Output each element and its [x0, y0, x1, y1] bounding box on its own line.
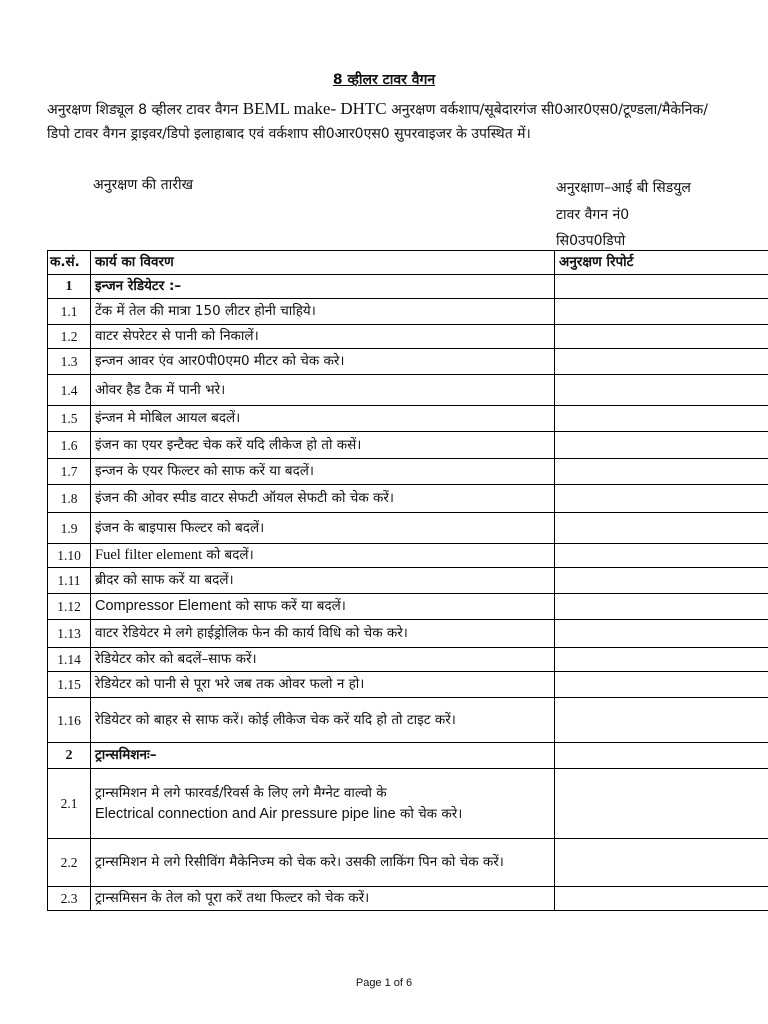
row-number: 2.3 — [48, 887, 91, 911]
report-cell — [555, 375, 768, 406]
row-description — [91, 544, 555, 568]
report-cell — [555, 568, 768, 594]
report-cell — [555, 698, 768, 743]
row-number: 1.15 — [48, 672, 91, 698]
table-row — [48, 513, 768, 544]
report-cell — [555, 485, 768, 513]
row-number: 1.2 — [48, 325, 91, 349]
table-row — [48, 839, 768, 887]
depot-label: सि0उप0डिपो — [556, 233, 626, 249]
description-text: इंजन के बाइपास फिल्टर को बदलें। — [95, 519, 265, 536]
description-text: इंन्जन मे मोबिल आयल बदलें। — [95, 410, 241, 426]
row-description — [91, 299, 555, 325]
row-description — [91, 568, 555, 594]
row-description — [91, 698, 555, 743]
row-number: 1.6 — [48, 432, 91, 459]
maintenance-table — [47, 250, 768, 911]
intro-text-2: अनुरक्षण वर्कशाप/सूबेदारगंज सी0आर0एस0/टूण्डला/मैकेनिक/डिपो टावर वैगन ड्राइवर/डिपो इलाहाबाद एवं वर्कशाप सी0आर0एस0 सुपरवाइजर के उपस्थित में। — [47, 102, 708, 142]
table-row — [48, 406, 768, 432]
description-text: ओवर हैड टैक में पानी भरे। — [95, 381, 226, 398]
intro-paragraph — [47, 97, 727, 146]
intro-text-1: अनुरक्षण शिड्यूल 8 व्हीलर टावर वैगन — [47, 102, 243, 118]
row-description — [91, 887, 555, 911]
description-text: ट्रान्समिशन मे लगे फारवर्ड/रिवर्स के लिए लगे मैग्नेट वाल्वो के — [95, 784, 387, 801]
report-cell — [555, 513, 768, 544]
row-number: 1.16 — [48, 698, 91, 743]
row-number: 1.10 — [48, 544, 91, 568]
header-serial: क.सं. — [48, 251, 91, 275]
row-description — [91, 406, 555, 432]
description-text-end: को चेक करे। — [395, 805, 463, 822]
description-text: इन्जन रेडियेटर :– — [95, 278, 182, 294]
report-cell — [555, 299, 768, 325]
section-row — [48, 743, 768, 769]
row-number: 1.1 — [48, 299, 91, 325]
row-description — [91, 839, 555, 887]
row-number: 1.9 — [48, 513, 91, 544]
row-number: 1.12 — [48, 594, 91, 620]
row-description — [91, 769, 555, 839]
row-description — [91, 459, 555, 485]
row-number: 1.8 — [48, 485, 91, 513]
description-text: रेडियेटर कोर को बदलें–साफ करें। — [95, 651, 257, 667]
report-cell — [555, 620, 768, 648]
row-number: 2.2 — [48, 839, 91, 887]
row-description — [91, 513, 555, 544]
table-row — [48, 349, 768, 375]
report-cell — [555, 459, 768, 485]
description-english: Compressor Element — [95, 598, 232, 614]
row-number: 1.4 — [48, 375, 91, 406]
description-text: वाटर सेपरेटर से पानी को निकालें। — [95, 328, 259, 344]
row-number: 1.5 — [48, 406, 91, 432]
description-text: ब्रीदर को साफ करें या बदलें। — [95, 572, 234, 588]
row-number: 2.1 — [48, 769, 91, 839]
table-row — [48, 375, 768, 406]
report-cell — [555, 769, 768, 839]
description-text: ट्रान्समिशन मे लगे रिसीविंग मैकेनिज्म को चेक करे। उसकी लाकिंग पिन को चेक करें। — [95, 854, 504, 870]
report-cell — [555, 743, 768, 769]
table-row — [48, 459, 768, 485]
row-description — [91, 620, 555, 648]
report-cell — [555, 325, 768, 349]
page-number: Page 1 of 6 — [355, 977, 413, 989]
row-number: 1.11 — [48, 568, 91, 594]
document-title: 8 व्हीलर टावर वैगन — [332, 72, 436, 88]
row-number: 1.3 — [48, 349, 91, 375]
row-number: 2 — [48, 743, 91, 769]
description-text: को बदलें। — [202, 547, 254, 563]
description-text: को साफ करें या बदलें। — [231, 598, 346, 614]
table-row — [48, 325, 768, 349]
row-description — [91, 743, 555, 769]
maintenance-date-label: अनुरक्षण की तारीख — [93, 177, 194, 193]
table-row — [48, 299, 768, 325]
row-number: 1.14 — [48, 648, 91, 672]
section-row — [48, 275, 768, 299]
header-description: कार्य का विवरण — [91, 251, 555, 275]
table-row — [48, 485, 768, 513]
table-row — [48, 568, 768, 594]
report-cell — [555, 275, 768, 299]
schedule-info — [556, 175, 691, 255]
report-cell — [555, 594, 768, 620]
header-report: अनुरक्षण रिपोर्ट — [555, 251, 768, 275]
table-row — [48, 698, 768, 743]
row-description — [91, 275, 555, 299]
table-row — [48, 594, 768, 620]
row-description — [91, 485, 555, 513]
schedule-name: अनुरक्षाण–आई बी सिडयुल — [556, 180, 691, 196]
table-row — [48, 672, 768, 698]
description-text: ट्रान्समिसन के तेल को पूरा करें तथा फिल्टर को चेक करें। — [95, 890, 370, 906]
table-row — [48, 648, 768, 672]
row-description — [91, 432, 555, 459]
description-english: Electrical connection and Air pressure pipe line — [95, 805, 396, 822]
row-number: 1.13 — [48, 620, 91, 648]
report-cell — [555, 887, 768, 911]
table-row — [48, 769, 768, 839]
description-text: इंजन की ओवर स्पीड वाटर सेफटी ऑयल सेफटी को चेक करें। — [95, 490, 394, 506]
description-text: टेंक में तेल की मात्रा 150 लीटर होनी चाहिये। — [95, 303, 316, 319]
row-number: 1.7 — [48, 459, 91, 485]
row-description — [91, 648, 555, 672]
table-header-row — [48, 251, 768, 275]
report-cell — [555, 648, 768, 672]
description-text: वाटर रेडियेटर मे लगे हाईड्रोलिक फेन की कार्य विधि को चेक करे। — [95, 625, 408, 641]
description-text: ट्रान्समिशनः– — [95, 747, 157, 763]
table-row — [48, 620, 768, 648]
table-row — [48, 432, 768, 459]
report-cell — [555, 839, 768, 887]
row-description — [91, 349, 555, 375]
row-description — [91, 325, 555, 349]
report-cell — [555, 672, 768, 698]
intro-make: BEML make- DHTC — [242, 99, 387, 118]
table-row — [48, 887, 768, 911]
row-description — [91, 594, 555, 620]
row-description — [91, 375, 555, 406]
report-cell — [555, 432, 768, 459]
wagon-number-label: टावर वैगन नं0 — [556, 206, 630, 223]
description-english: Fuel filter element — [95, 547, 203, 563]
row-number: 1 — [48, 275, 91, 299]
description-text: इन्जन के एयर फिल्टर को साफ करें या बदलें। — [95, 463, 315, 479]
row-description — [91, 672, 555, 698]
report-cell — [555, 544, 768, 568]
table-row — [48, 544, 768, 568]
description-text: रेडियेटर को बाहर से साफ करें। कोई लीकेज चेक करें यदि हो तो टाइट करें। — [95, 711, 456, 728]
description-text: रेडियेटर को पानी से पूरा भरे जब तक ओवर फलो न हो। — [95, 676, 365, 692]
description-text: इंजन का एयर इन्टैक्ट चेक करें यदि लीकेज हो तो कसें। — [95, 436, 362, 453]
report-cell — [555, 406, 768, 432]
description-text: इन्जन आवर एंव आर0पी0एम0 मीटर को चेक करे। — [95, 353, 345, 369]
report-cell — [555, 349, 768, 375]
